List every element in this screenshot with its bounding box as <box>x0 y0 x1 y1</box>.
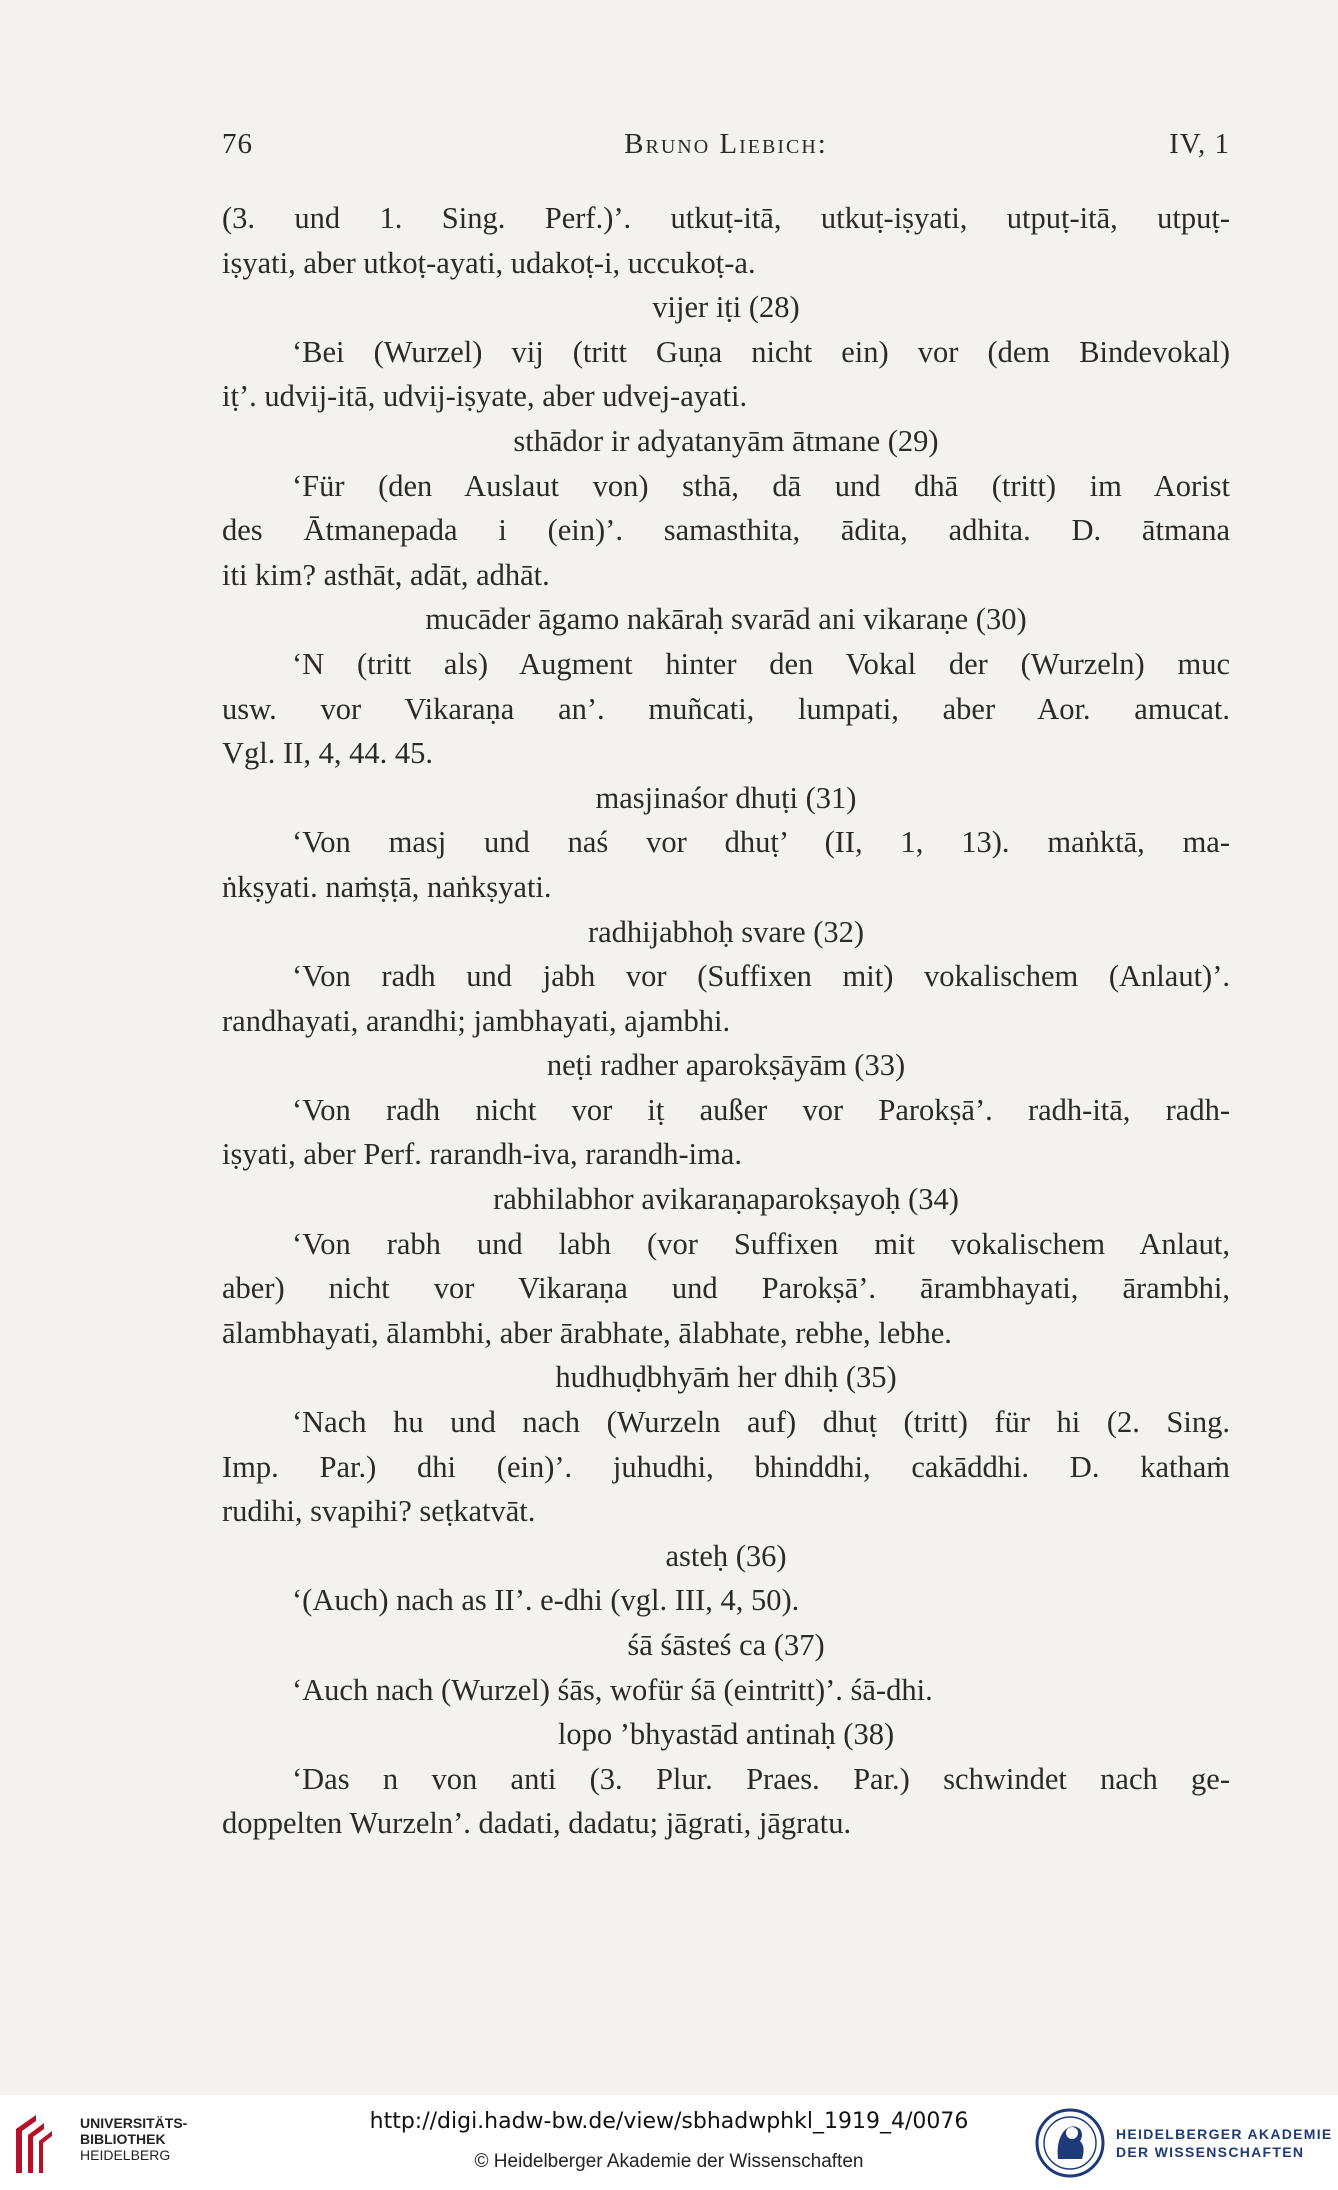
academy-line-1: HEIDELBERGER AKADEMIE <box>1116 2126 1333 2142</box>
sutra-heading: rabhilabhor avikaraṇaparokṣayoḥ (34) <box>493 1182 959 1217</box>
text-line: iṣyati, aber utkoṭ-ayati, udakoṭ-i, uccukoṭ-a. <box>222 245 756 280</box>
text-line: ‘(Auch) nach as II’. e-dhi (vgl. III, 4, 50). <box>292 1583 800 1618</box>
library-line-1: UNIVERSITÄTS- <box>80 2115 188 2131</box>
sutra-heading: neṭi radher aparokṣāyām (33) <box>546 1048 906 1083</box>
academy-name <box>1116 2125 1333 2161</box>
text-line: ‘Von rabh und labh (vor Suffixen mit vokalischem Anlaut, <box>292 1226 1230 1261</box>
text-line: ‘Das n von anti (3. Plur. Praes. Par.) schwindet nach ge- <box>292 1761 1230 1796</box>
sutra-heading: śā śāsteś ca (37) <box>627 1628 825 1662</box>
text-line: ‘Von masj und naś vor dhuṭ’ (II, 1, 13). maṅktā, ma- <box>292 825 1230 860</box>
page-number: 76 <box>222 128 253 160</box>
text-line: ‘Bei (Wurzel) vij (tritt Guṇa nicht ein) vor (dem Bindevokal) <box>292 334 1230 369</box>
running-title-author: Bruno Liebich: <box>624 128 828 160</box>
text-line: rudihi, svapihi? seṭkatvāt. <box>222 1494 536 1529</box>
text-line: iṣyati, aber Perf. rarandh-iva, rarandh-ima. <box>222 1137 742 1172</box>
text-line: ālambhayati, ālambhi, aber ārabhate, ālabhate, rebhe, lebhe. <box>222 1315 952 1350</box>
permalink-url[interactable]: http://digi.hadw-bw.de/view/sbhadwphkl_1919_4/0076 <box>369 2109 969 2134</box>
library-line-2: BIBLIOTHEK <box>80 2131 166 2147</box>
text-line: aber) nicht vor Vikaraṇa und Parokṣā’. ārambhayati, ārambhi, <box>222 1271 1230 1306</box>
footer-bar <box>0 2095 1338 2190</box>
text-line: ‘Für (den Auslaut von) sthā, dā und dhā (tritt) im Aorist <box>292 468 1230 503</box>
text-line: randhayati, arandhi; jambhayati, ajambhi. <box>222 1003 731 1038</box>
sutra-heading: masjinaśor dhuṭi (31) <box>595 780 857 815</box>
text-line: ‘Auch nach (Wurzel) śās, wofür śā (eintritt)’. śā-dhi. <box>292 1672 933 1707</box>
text-line: usw. vor Vikaraṇa an’. muñcati, lumpati, aber Aor. amucat. <box>222 691 1230 726</box>
text-line: ‘N (tritt als) Augment hinter den Vokal der (Wurzeln) muc <box>292 646 1230 681</box>
text-line: ‘Von radh und jabh vor (Suffixen mit) vokalischem (Anlaut)’. <box>292 959 1230 994</box>
sutra-heading: vijer iṭi (28) <box>652 290 800 325</box>
academy-line-2: DER WISSENSCHAFTEN <box>1116 2144 1305 2160</box>
text-line: iti kim? asthāt, adāt, adhāt. <box>222 557 550 592</box>
text-line: doppelten Wurzeln’. dadati, dadatu; jāgrati, jāgratu. <box>222 1806 852 1841</box>
text-line: iṭ’. udvij-itā, udvij-iṣyate, aber udvej-ayati. <box>222 379 748 414</box>
section-reference: IV, 1 <box>1169 128 1230 160</box>
sutra-heading: asteḥ (36) <box>665 1538 787 1573</box>
academy-seal-icon <box>1034 2107 1106 2179</box>
running-header <box>222 128 1230 168</box>
sutra-heading: sthādor ir adyatanyām ātmane (29) <box>513 423 939 458</box>
sutra-heading: mucāder āgamo nakāraḥ svarād ani vikaraṇe (30) <box>425 602 1027 637</box>
text-line: ‘Von radh nicht vor iṭ außer vor Parokṣā’. radh-itā, radh- <box>292 1092 1230 1127</box>
text-line: ṅkṣyati. naṁṣṭā, naṅkṣyati. <box>222 869 552 904</box>
text-line: ‘Nach hu und nach (Wurzeln auf) dhuṭ (tritt) für hi (2. Sing. <box>292 1405 1230 1440</box>
text-line: des Ātmanepada i (ein)’. samasthita, ādita, adhita. D. ātmana <box>222 513 1230 548</box>
library-line-3: HEIDELBERG <box>80 2147 171 2163</box>
text-line: Imp. Par.) dhi (ein)’. juhudhi, bhinddhi, cakāddhi. D. kathaṁ <box>222 1449 1230 1484</box>
sutra-heading: lopo ’bhyastād antinaḥ (38) <box>557 1717 895 1752</box>
copyright-notice: © Heidelberger Akademie der Wissenschaften <box>474 2151 864 2172</box>
page-body <box>222 196 1230 1846</box>
text-line: Vgl. II, 4, 44. 45. <box>222 736 433 771</box>
text-line: (3. und 1. Sing. Perf.)’. utkuṭ-itā, utkuṭ-iṣyati, utpuṭ-itā, utpuṭ- <box>222 201 1230 235</box>
sutra-heading: hudhuḍbhyāṁ her dhiḥ (35) <box>555 1360 897 1395</box>
sutra-heading: radhijabhoḥ svare (32) <box>587 914 865 949</box>
